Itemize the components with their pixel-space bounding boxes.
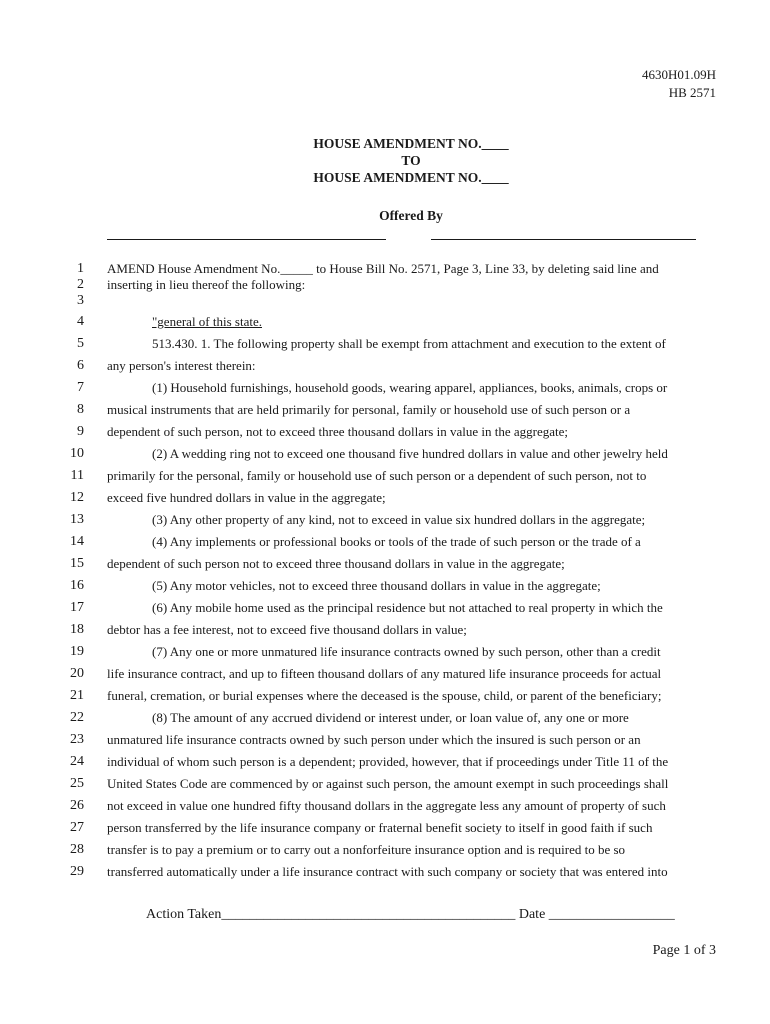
sponsor-signature-line-right (431, 239, 696, 240)
line-text: person transferred by the life insurance company or fraternal benefit society to itself in good faith if such (107, 820, 653, 835)
line-number: 8 (77, 402, 84, 417)
line-number: 29 (70, 864, 84, 879)
line-text: inserting in lieu thereof the following: (107, 277, 306, 292)
line-text: 513.430. 1. The following property shall be exempt from attachment and execution to the extent of (152, 336, 666, 351)
line-number: 19 (70, 644, 84, 659)
page-number: Page 1 of 3 (652, 943, 716, 958)
line-number: 6 (77, 358, 84, 373)
line-text: transfer is to pay a premium or to carry out a nonforfeiture insurance option and is required to be so (107, 842, 626, 857)
line-text: musical instruments that are held primarily for personal, family or household use of such person or a (107, 402, 631, 417)
line-number: 27 (70, 820, 84, 835)
line-text: primarily for the personal, family or household use of such person or a dependent of such person, not to (107, 468, 647, 483)
action-taken-line: Action Taken__________________________________________ Date __________________ (146, 907, 675, 922)
line-number: 1 (77, 261, 84, 276)
line-number: 23 (70, 732, 84, 747)
line-text: transferred automatically under a life insurance contract with such company or society that was entered into (107, 864, 668, 879)
line-text: (6) Any mobile home used as the principal residence but not attached to real property in which the (152, 600, 663, 615)
line-number: 21 (70, 688, 84, 703)
line-number: 3 (77, 293, 84, 308)
line-text: individual of whom such person is a dependent; provided, however, that if proceedings under Title 11 of the (107, 754, 669, 769)
line-number: 22 (70, 710, 84, 725)
line-number: 13 (70, 512, 84, 527)
line-number: 12 (70, 490, 84, 505)
line-text: debtor has a fee interest, not to exceed five thousand dollars in value; (107, 622, 467, 637)
offered-by-label: Offered By (379, 208, 443, 223)
line-text: unmatured life insurance contracts owned by such person under which the insured is such person or an (107, 732, 641, 747)
line-text: (3) Any other property of any kind, not to exceed in value six hundred dollars in the aggregate; (152, 512, 646, 527)
line-number: 25 (70, 776, 84, 791)
line-text: (5) Any motor vehicles, not to exceed three thousand dollars in value in the aggregate; (152, 578, 601, 593)
line-text: (1) Household furnishings, household goods, wearing apparel, appliances, books, animals, crops or (152, 380, 668, 395)
line-text: (4) Any implements or professional books or tools of the trade of such person or the trade of a (152, 534, 641, 549)
line-text: life insurance contract, and up to fifteen thousand dollars of any matured life insurance proceeds for actual (107, 666, 662, 681)
document-id: 4630H01.09H (641, 67, 716, 82)
line-number: 11 (70, 468, 84, 483)
line-number: 10 (70, 446, 84, 461)
line-number: 28 (70, 842, 84, 857)
line-text: (7) Any one or more unmatured life insurance contracts owned by such person, other than a credit (152, 644, 661, 659)
line-number: 7 (77, 380, 84, 395)
line-text: exceed five hundred dollars in value in the aggregate; (107, 490, 386, 505)
line-number: 5 (77, 336, 84, 351)
title-line-2: TO (401, 153, 421, 168)
line-number: 2 (77, 277, 84, 292)
line-number: 17 (70, 600, 84, 615)
bill-number: HB 2571 (668, 85, 716, 100)
line-text: (2) A wedding ring not to exceed one thousand five hundred dollars in value and other jewelry held (152, 446, 668, 461)
line-number: 16 (70, 578, 84, 593)
line-text: not exceed in value one hundred fifty thousand dollars in the aggregate less any amount of property of such (107, 798, 666, 813)
line-text: any person's interest therein: (107, 358, 256, 373)
line-text: dependent of such person not to exceed three thousand dollars in value in the aggregate; (107, 556, 565, 571)
line-number: 20 (70, 666, 84, 681)
title-line-3: HOUSE AMENDMENT NO.____ (313, 170, 509, 185)
line-text: dependent of such person, not to exceed three thousand dollars in value in the aggregate; (107, 424, 568, 439)
line-text: funeral, cremation, or burial expenses where the deceased is the spouse, child, or parent of the beneficiary; (107, 688, 662, 703)
sponsor-signature-line-left (107, 239, 386, 240)
document-id-block (642, 66, 716, 102)
line-number: 14 (70, 534, 84, 549)
line-text: (8) The amount of any accrued dividend or interest under, or loan value of, any one or more (152, 710, 629, 725)
line-number: 4 (77, 314, 84, 329)
line-number: 15 (70, 556, 84, 571)
line-text: "general of this state. (152, 314, 262, 329)
title-line-1: HOUSE AMENDMENT NO.____ (313, 136, 509, 151)
line-text: United States Code are commenced by or against such person, the amount exempt in such proceedings shall (107, 776, 669, 791)
line-number: 18 (70, 622, 84, 637)
line-number: 24 (70, 754, 84, 769)
line-text: AMEND House Amendment No._____ to House Bill No. 2571, Page 3, Line 33, by deleting said line and (107, 261, 659, 276)
line-number: 9 (77, 424, 84, 439)
amendment-title (0, 135, 770, 186)
line-number: 26 (70, 798, 84, 813)
